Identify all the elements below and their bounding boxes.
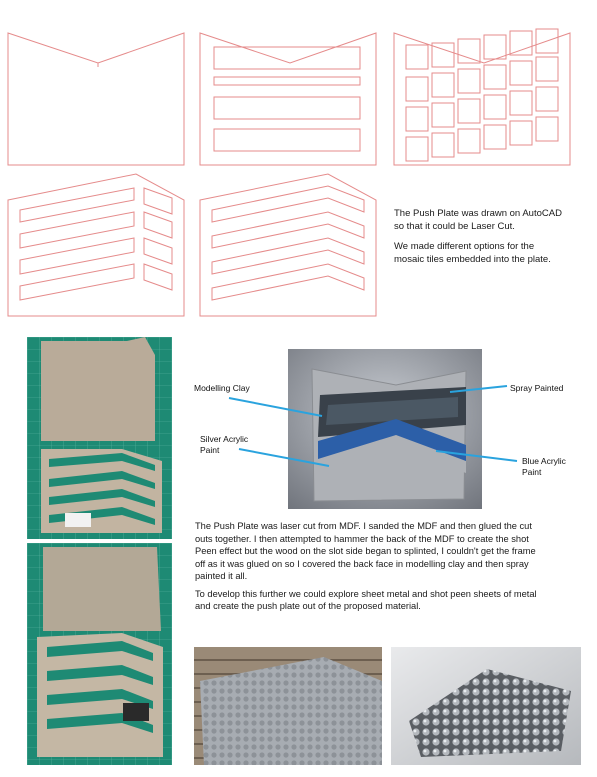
label-blue-acrylic-paint	[522, 456, 566, 477]
label-line: Paint	[522, 466, 542, 477]
body-line: off as it was glued on so I covered the back face in modelling clay and then spray	[195, 558, 529, 569]
body-line: To develop this further we could explore sheet metal and shot peen sheets of metal	[195, 588, 537, 599]
label-line: Blue Acrylic	[522, 456, 566, 466]
label-modelling-clay: Modelling Clay	[194, 383, 250, 393]
photo-textured-plate-on-deck	[194, 647, 382, 765]
label-silver-acrylic-paint	[200, 434, 248, 455]
label-spray-painted: Spray Painted	[510, 383, 564, 393]
label-line: Silver Acrylic	[200, 434, 249, 444]
intro-line: so that it could be Laser Cut.	[394, 220, 515, 232]
body-text	[195, 520, 591, 613]
body-line: and create the push plate out of the proposed material.	[195, 601, 421, 611]
body-line: The Push Plate was laser cut from MDF. I sanded the MDF and then glued the cut	[195, 521, 532, 531]
body-line: Peen effect but the wood on the slot side began to splinted, I couldn't get the frame	[195, 546, 536, 556]
label-line: Paint	[200, 444, 220, 455]
photo-shot-peened-metal	[391, 647, 581, 765]
body-line: painted it all.	[195, 571, 248, 581]
intro-line: mosaic tiles embedded into the plate.	[394, 253, 551, 265]
intro-line: The Push Plate was drawn on AutoCAD	[394, 208, 562, 219]
intro-line: We made different options for the	[394, 241, 535, 252]
body-line: outs together. I then attempted to hammer the back of the MDF to create the shot	[195, 533, 529, 544]
